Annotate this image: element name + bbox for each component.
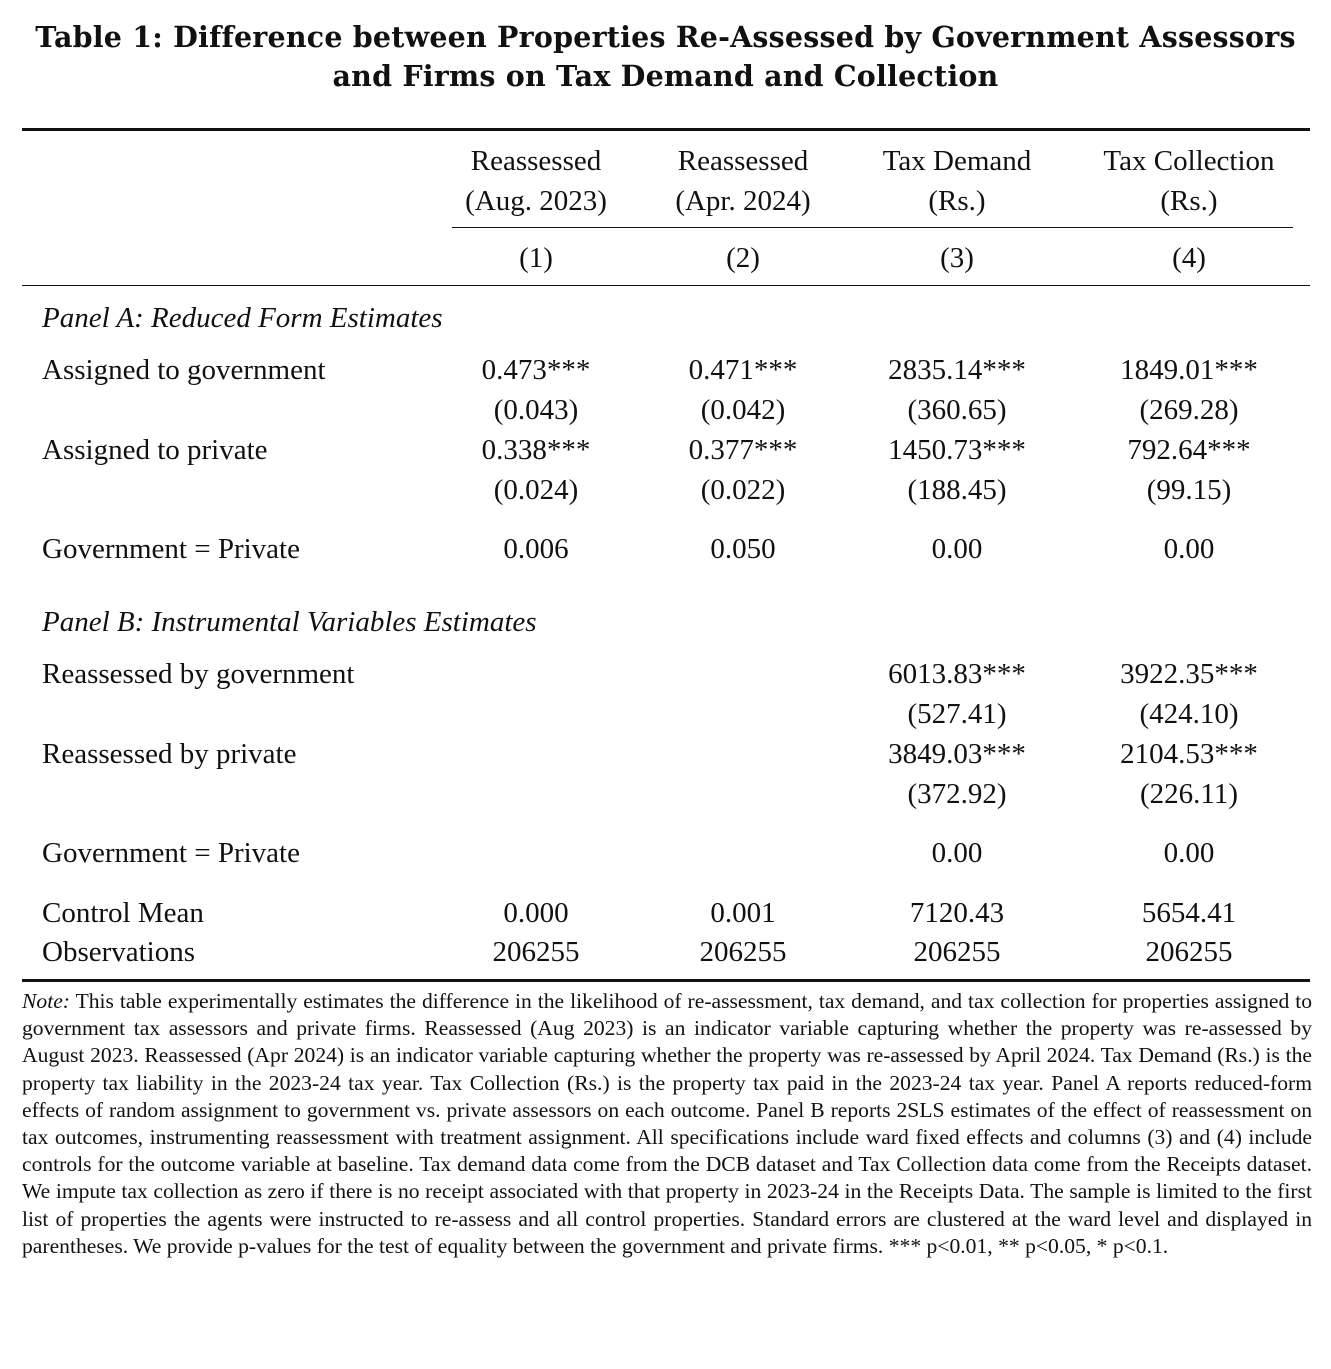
observations-col4: 206255 [1145,936,1233,968]
row-label-equality-b: Government = Private [42,837,300,869]
col2-header-line2: (Apr. 2024) [675,185,811,217]
coef-b-gov-col4: 3922.35*** [1120,658,1258,690]
se-b-gov-col4: (424.10) [1139,698,1239,730]
pval-b-col3: 0.00 [931,837,983,869]
header-rule [22,285,1310,286]
coef-a-priv-col2: 0.377*** [688,434,798,466]
row-label-observations: Observations [42,936,196,968]
coef-a-priv-col4: 792.64*** [1127,434,1251,466]
control-mean-col1: 0.000 [503,897,569,929]
se-a-priv-col3: (188.45) [907,474,1007,506]
pval-b-col4: 0.00 [1163,837,1215,869]
panel-a-title: Panel A: Reduced Form Estimates [42,302,443,334]
observations-col1: 206255 [492,936,580,968]
control-mean-col2: 0.001 [710,897,776,929]
col2-header-line1: Reassessed [677,145,809,177]
coef-a-priv-col1: 0.338*** [481,434,591,466]
col4-number: (4) [1172,242,1206,274]
se-a-gov-col4: (269.28) [1139,394,1239,426]
se-a-priv-col2: (0.022) [700,474,786,506]
control-mean-col3: 7120.43 [909,897,1005,929]
table-title-line1: Table 1: Difference between Properties Re-Assessed by Government Assessors [35,20,1296,54]
coef-a-gov-col1: 0.473*** [481,354,591,386]
header-cmidrule [452,227,1293,228]
row-label-assigned-private: Assigned to private [42,434,268,466]
pval-a-col2: 0.050 [710,533,776,565]
se-a-gov-col1: (0.043) [493,394,579,426]
se-a-priv-col4: (99.15) [1146,474,1232,506]
col4-header-line2: (Rs.) [1160,185,1218,217]
row-label-reassessed-private: Reassessed by private [42,738,297,770]
se-b-priv-col3: (372.92) [907,778,1007,810]
panel-b-title: Panel B: Instrumental Variables Estimates [42,606,537,638]
coef-a-gov-col2: 0.471*** [688,354,798,386]
se-a-priv-col1: (0.024) [493,474,579,506]
pval-a-col4: 0.00 [1163,533,1215,565]
se-a-gov-col2: (0.042) [700,394,786,426]
coef-b-priv-col3: 3849.03*** [888,738,1026,770]
coef-a-priv-col3: 1450.73*** [888,434,1026,466]
pval-a-col1: 0.006 [503,533,569,565]
se-b-priv-col4: (226.11) [1140,778,1238,810]
observations-col3: 206255 [913,936,1001,968]
coef-b-priv-col4: 2104.53*** [1120,738,1258,770]
se-a-gov-col3: (360.65) [907,394,1007,426]
observations-col2: 206255 [699,936,787,968]
col3-number: (3) [940,242,974,274]
control-mean-col4: 5654.41 [1141,897,1237,929]
col3-header-line1: Tax Demand [882,145,1032,177]
coef-b-gov-col3: 6013.83*** [888,658,1026,690]
top-rule [22,128,1310,131]
col4-header-line1: Tax Collection [1103,145,1275,177]
col2-number: (2) [726,242,760,274]
table-title-line2: and Firms on Tax Demand and Collection [332,59,999,93]
table-note [22,988,1312,1260]
pval-a-col3: 0.00 [931,533,983,565]
col1-header-line1: Reassessed [470,145,602,177]
col1-number: (1) [519,242,553,274]
bottom-rule [22,979,1310,982]
row-label-control-mean: Control Mean [42,897,204,929]
col3-header-line2: (Rs.) [928,185,986,217]
se-b-gov-col3: (527.41) [907,698,1007,730]
coef-a-gov-col3: 2835.14*** [888,354,1026,386]
note-text: This table experimentally estimates the difference in the likelihood of re-assessment, tax demand, and tax collection for properties assigned to government tax assessors and private firms. Reassessed (Aug 2023) is an indicator variable capturing whether the property was re-assessed by August 2023. Reassessed (Apr 2024) is an indicator variable capturing whether the property was re-assessed by April 2024. Tax Demand (Rs.) is the property tax liability in the 2023-24 tax year. Tax Collection (Rs.) is the property tax paid in the 2023-24 tax year. Panel A reports reduced-form effects of random assignment to government vs. private assessors on each outcome. Panel B reports 2SLS estimates of the effect of reassessment on tax outcomes, instrumenting reassessment with treatment assignment. All specifications include ward fixed effects and columns (3) and (4) include controls for the outcome variable at baseline. Tax demand data come from the DCB dataset and Tax Collection data come from the Receipts dataset. We impute tax collection as zero if there is no receipt associated with that property in 2023-24 in the Receipts Data. The sample is limited to the first list of properties the agents were instructed to re-assess and all control properties. Standard errors are clustered at the ward level and displayed in parentheses. We provide p-values for the test of equality between the government and private firms. *** p<0.01, ** p<0.05, * p<0.1. [22,989,1313,1258]
row-label-assigned-government: Assigned to government [42,354,326,386]
col1-header-line2: (Aug. 2023) [465,185,607,217]
note-lead: Note: [22,989,70,1013]
table-title [0,18,1331,96]
coef-a-gov-col4: 1849.01*** [1120,354,1258,386]
row-label-equality-a: Government = Private [42,533,300,565]
row-label-reassessed-government: Reassessed by government [42,658,355,690]
